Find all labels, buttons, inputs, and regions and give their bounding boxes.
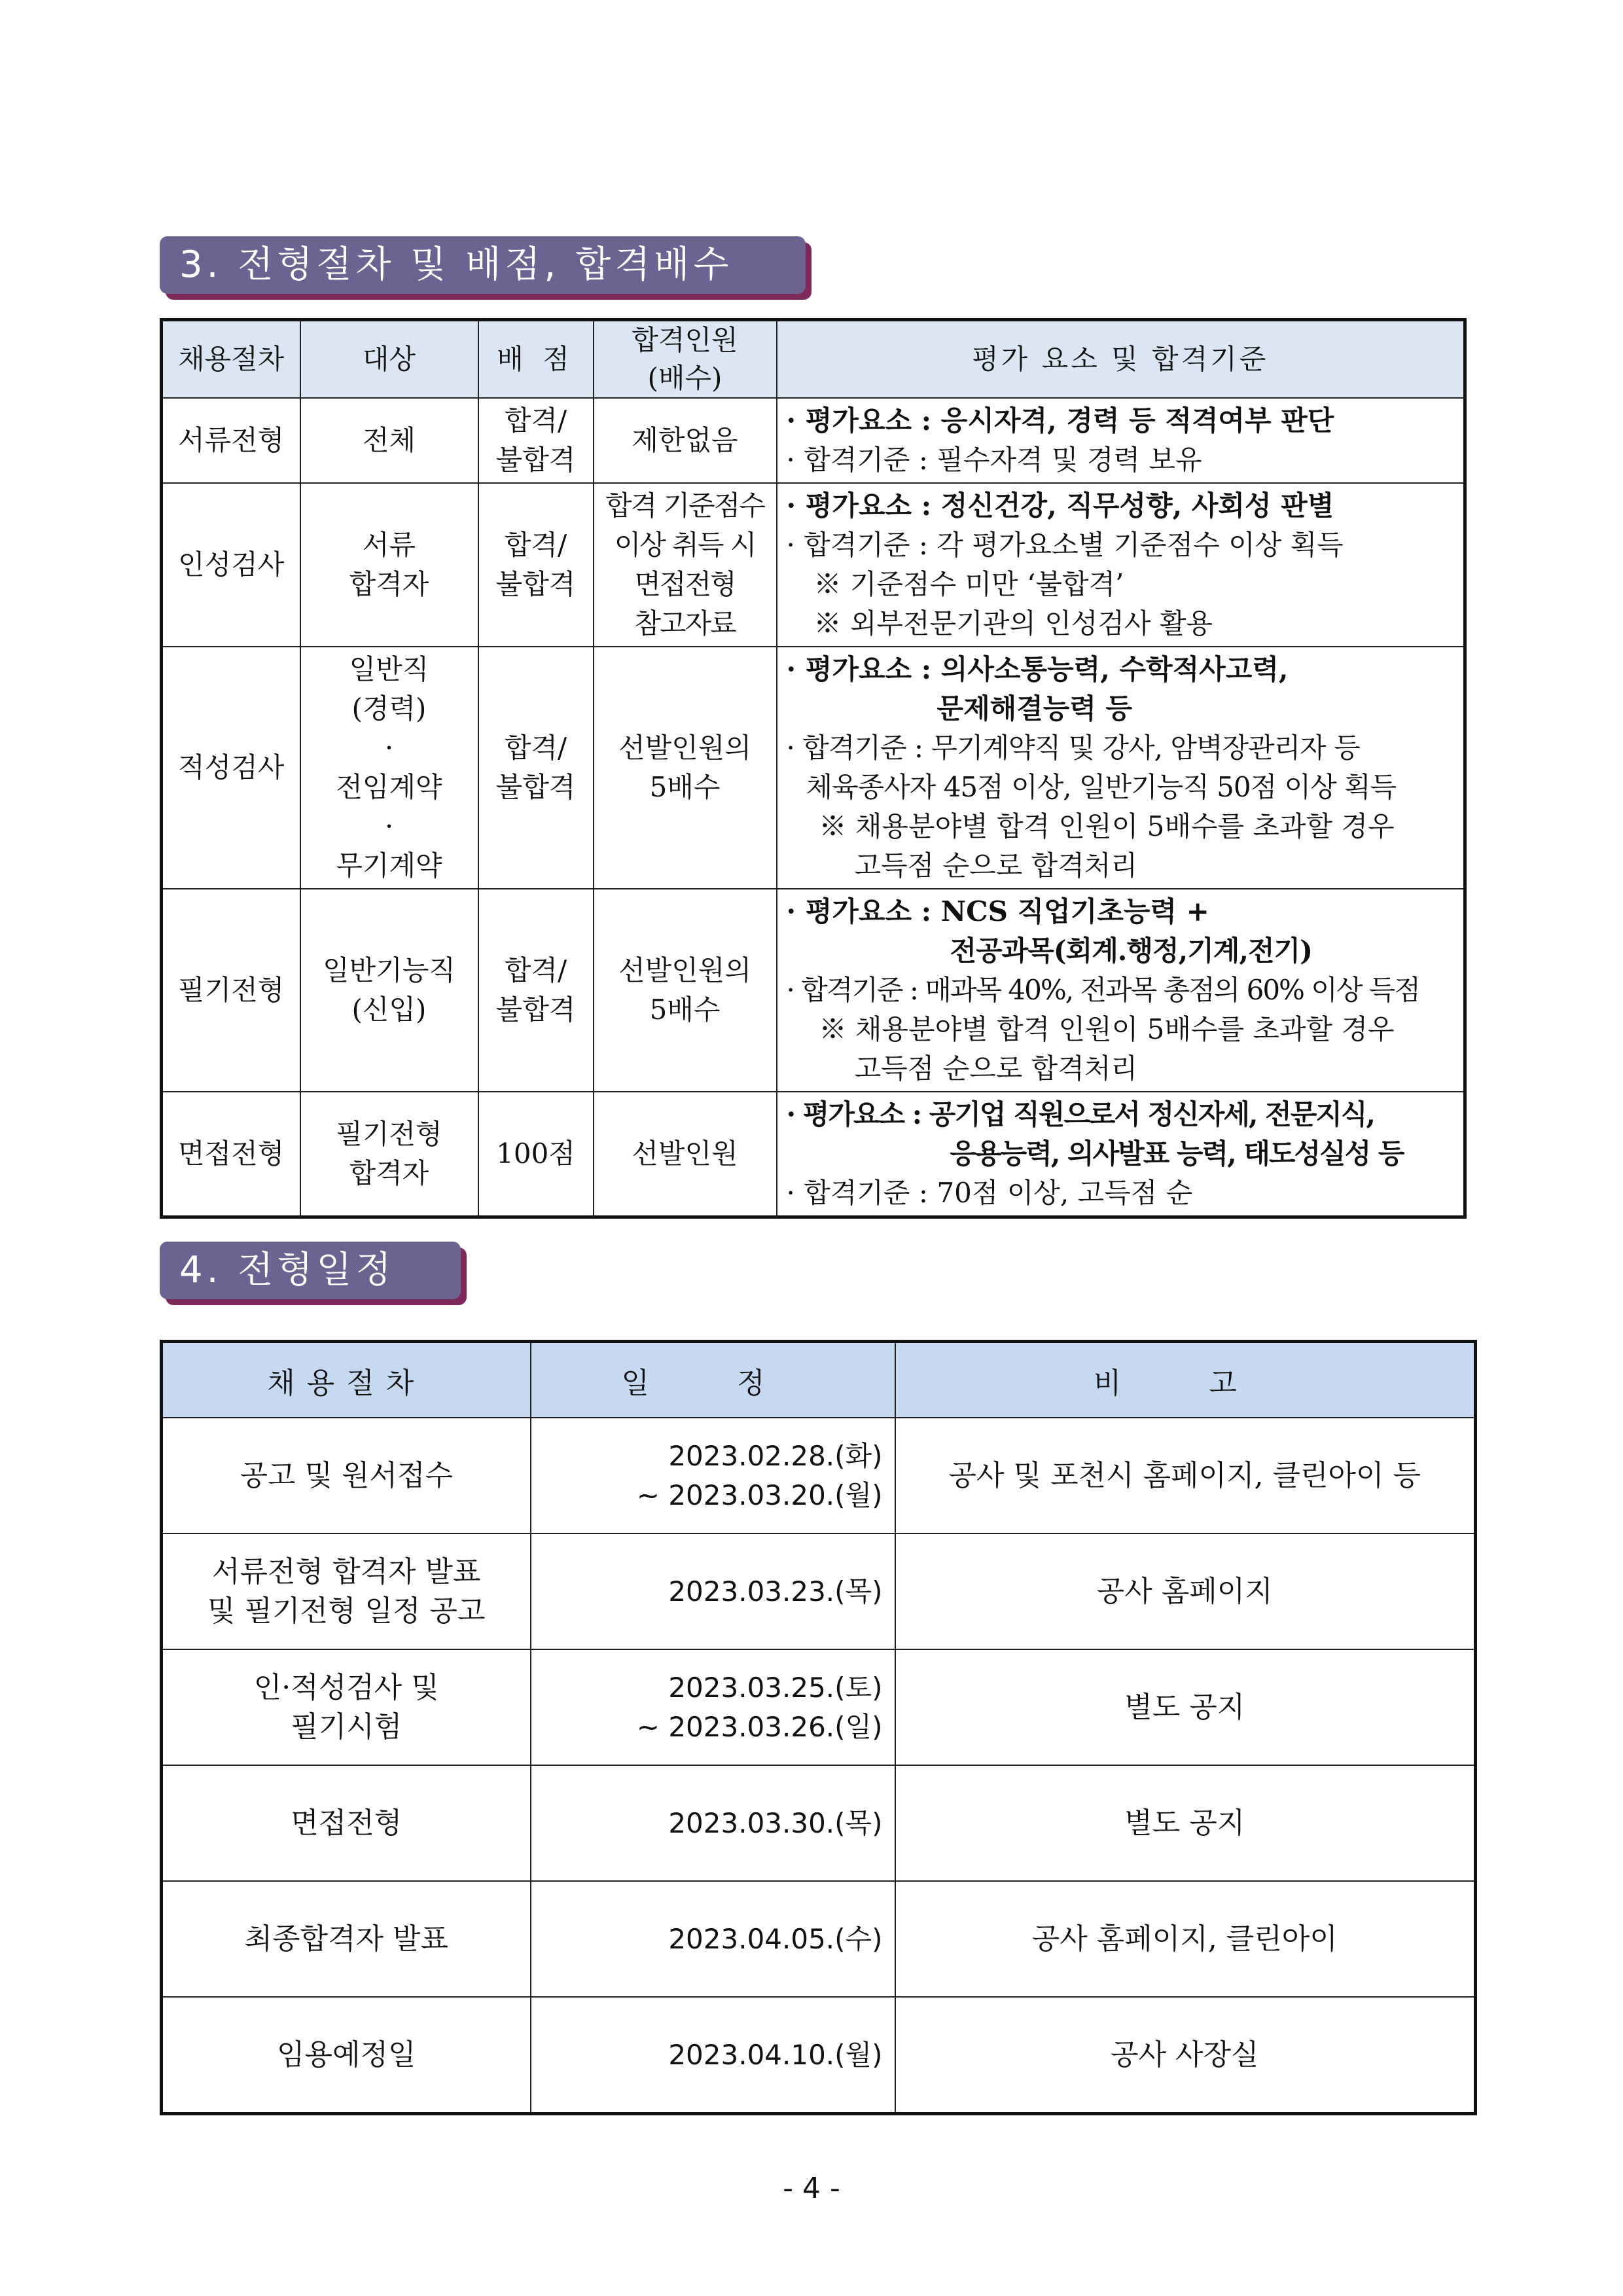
criteria-line: · 평가요소 : 의사소통능력, 수학적사고력, <box>786 653 1289 685</box>
table-header-row <box>162 1342 1476 1418</box>
criteria-note: ※ 외부전문기관의 인성검사 활용 <box>813 607 1213 639</box>
section-4-title: 4. 전형일정 <box>160 1242 461 1299</box>
note-cell: 별도 공지 <box>895 1649 1476 1765</box>
stage-cell: 면접전형 <box>162 1765 531 1881</box>
criteria-cell <box>777 647 1465 889</box>
score-cell: 합격/ 불합격 <box>478 647 594 889</box>
criteria-line: 문제해결능력 등 <box>936 692 1133 725</box>
criteria-note: 고득점 순으로 합격처리 <box>854 850 1137 882</box>
header-score: 배 점 <box>478 320 594 399</box>
header-stage: 채용절차 <box>162 1342 531 1418</box>
criteria-note: 고득점 순으로 합격처리 <box>854 1052 1137 1085</box>
note-cell: 공사 및 포천시 홈페이지, 클린아이 등 <box>895 1418 1476 1534</box>
header-stage: 채용절차 <box>162 320 300 399</box>
criteria-cell <box>777 483 1465 647</box>
table-row <box>162 889 1465 1092</box>
date-cell: 2023.02.28.(화) ~ 2023.03.20.(월) <box>531 1418 895 1534</box>
criteria-cell <box>777 889 1465 1092</box>
pass-cell: 선발인원 <box>594 1092 777 1217</box>
stage-cell: 적성검사 <box>162 647 300 889</box>
date-cell: 2023.03.23.(목) <box>531 1534 895 1649</box>
criteria-note: ※ 채용분야별 합격 인원이 5배수를 초과할 경우 <box>819 1013 1395 1045</box>
table-row <box>162 1765 1476 1881</box>
table-row <box>162 1534 1476 1649</box>
criteria-line: 체육종사자 45점 이상, 일반기능직 50점 이상 획득 <box>806 771 1397 803</box>
header-pass-count: 합격인원 (배수) <box>594 320 777 399</box>
target-cell: 일반직 (경력) · 전임계약 · 무기계약 <box>300 647 478 889</box>
table-row <box>162 1997 1476 2114</box>
stage-cell: 임용예정일 <box>162 1997 531 2114</box>
stage-cell: 필기전형 <box>162 889 300 1092</box>
date-cell: 2023.03.25.(토) ~ 2023.03.26.(일) <box>531 1649 895 1765</box>
criteria-line: · 평가요소 : 정신건강, 직무성향, 사회성 판별 <box>786 490 1334 522</box>
stage-cell: 공고 및 원서접수 <box>162 1418 531 1534</box>
criteria-line: · 평가요소 : 공기업 직원으로서 정신자세, 전문지식, <box>786 1098 1375 1130</box>
criteria-cell <box>777 398 1465 483</box>
date-cell: 2023.04.05.(수) <box>531 1881 895 1997</box>
header-schedule: 일 정 <box>531 1342 895 1418</box>
criteria-line: · 합격기준 : 각 평가요소별 기준점수 이상 획득 <box>786 529 1344 561</box>
table-row <box>162 1649 1476 1765</box>
date-cell: 2023.04.10.(월) <box>531 1997 895 2114</box>
criteria-line: · 평가요소 : NCS 직업기초능력 + <box>786 895 1209 927</box>
stage-cell: 서류전형 <box>162 398 300 483</box>
section-3-title: 3. 전형절차 및 배점, 합격배수 <box>160 236 806 294</box>
criteria-cell <box>777 1092 1465 1217</box>
target-cell: 서류 합격자 <box>300 483 478 647</box>
header-criteria: 평가 요소 및 합격기준 <box>777 320 1465 399</box>
stage-cell: 최종합격자 발표 <box>162 1881 531 1997</box>
criteria-line: · 합격기준 : 매과목 40%, 전과목 총점의 60% 이상 득점 <box>786 974 1419 1006</box>
criteria-line: 전공과목(회계.행정,기계,전기) <box>950 935 1312 967</box>
note-cell: 공사 홈페이지, 클린아이 <box>895 1881 1476 1997</box>
table-row <box>162 1092 1465 1217</box>
table-row <box>162 647 1465 889</box>
stage-cell: 인성검사 <box>162 483 300 647</box>
criteria-note: ※ 채용분야별 합격 인원이 5배수를 초과할 경우 <box>819 810 1395 842</box>
score-cell: 합격/ 불합격 <box>478 483 594 647</box>
stage-cell: 면접전형 <box>162 1092 300 1217</box>
score-cell: 합격/ 불합격 <box>478 398 594 483</box>
note-cell: 공사 홈페이지 <box>895 1534 1476 1649</box>
header-note: 비 고 <box>895 1342 1476 1418</box>
target-cell: 필기전형 합격자 <box>300 1092 478 1217</box>
table-row <box>162 1418 1476 1534</box>
page-number: - 4 - <box>783 2172 840 2205</box>
selection-schedule-table <box>160 1340 1477 2115</box>
pass-cell: 선발인원의 5배수 <box>594 889 777 1092</box>
score-cell: 100점 <box>478 1092 594 1217</box>
note-cell: 공사 사장실 <box>895 1997 1476 2114</box>
criteria-note: ※ 기준점수 미만 ‘불합격’ <box>813 568 1124 600</box>
table-row <box>162 1881 1476 1997</box>
note-cell: 별도 공지 <box>895 1765 1476 1881</box>
selection-process-table <box>160 318 1467 1219</box>
stage-cell: 서류전형 합격자 발표 및 필기전형 일정 공고 <box>162 1534 531 1649</box>
table-row <box>162 398 1465 483</box>
criteria-line: · 합격기준 : 필수자격 및 경력 보유 <box>786 444 1202 476</box>
header-target: 대상 <box>300 320 478 399</box>
date-cell: 2023.03.30.(목) <box>531 1765 895 1881</box>
pass-cell: 합격 기준점수 이상 취득 시 면접전형 참고자료 <box>594 483 777 647</box>
pass-cell: 선발인원의 5배수 <box>594 647 777 889</box>
stage-cell: 인·적성검사 및 필기시험 <box>162 1649 531 1765</box>
target-cell: 전체 <box>300 398 478 483</box>
criteria-line: · 합격기준 : 70점 이상, 고득점 순 <box>786 1177 1193 1209</box>
criteria-line: · 평가요소 : 응시자격, 경력 등 적격여부 판단 <box>786 404 1334 437</box>
score-cell: 합격/ 불합격 <box>478 889 594 1092</box>
target-cell: 일반기능직 (신입) <box>300 889 478 1092</box>
table-row <box>162 483 1465 647</box>
criteria-line: 응용능력, 의사발표 능력, 태도성실성 등 <box>950 1138 1404 1170</box>
pass-cell: 제한없음 <box>594 398 777 483</box>
criteria-line: · 합격기준 : 무기계약직 및 강사, 암벽장관리자 등 <box>786 732 1360 764</box>
table-header-row <box>162 320 1465 399</box>
